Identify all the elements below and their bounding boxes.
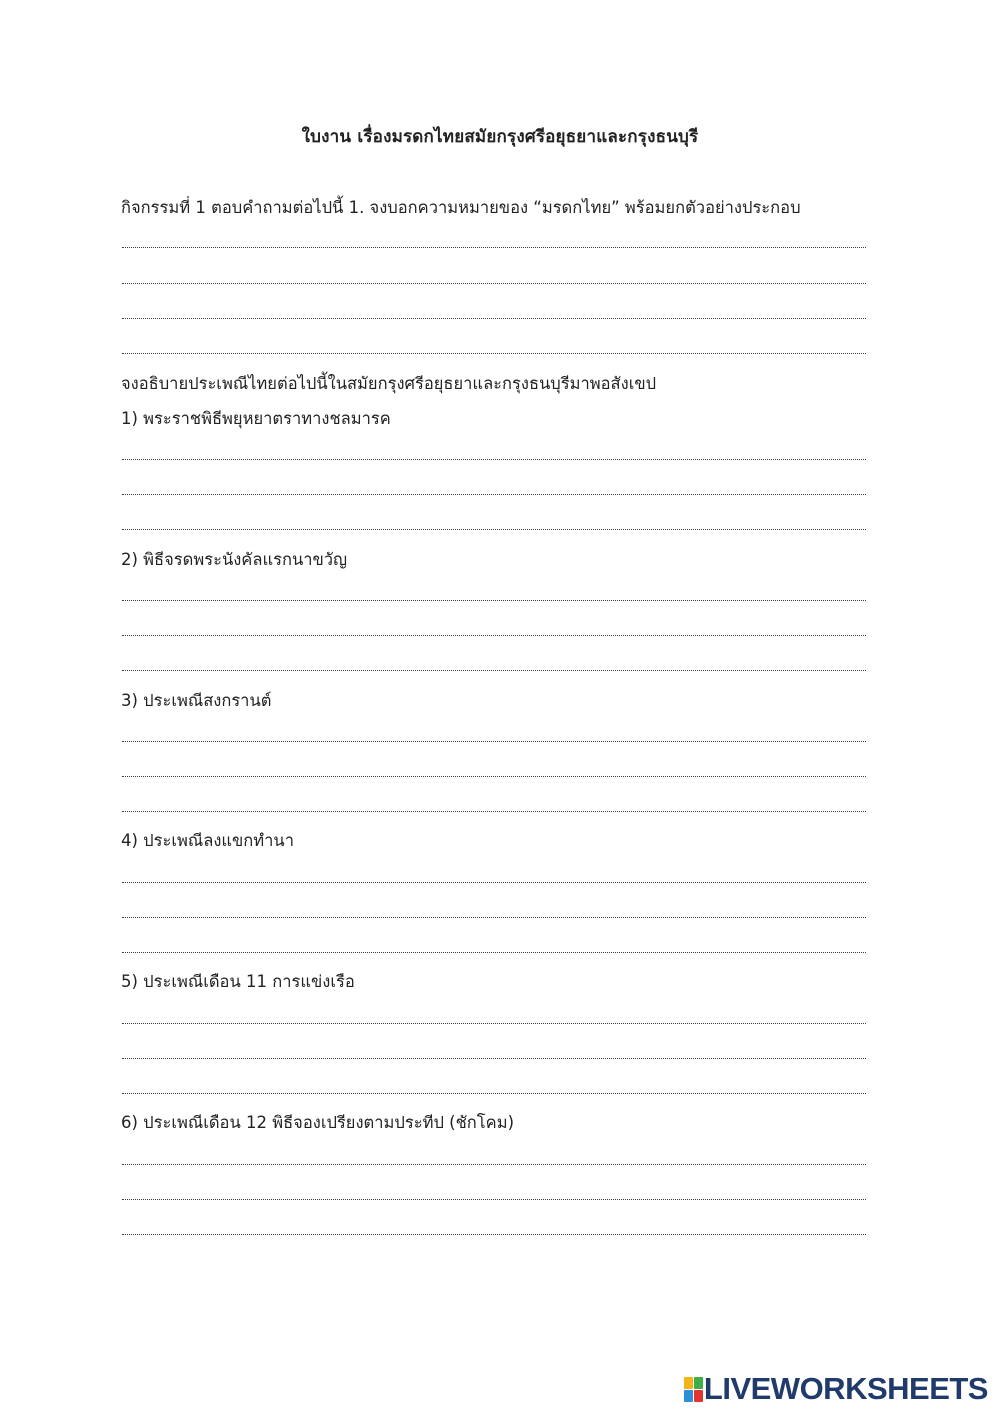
item-2-label: 2) พิธีจรดพระนังคัลแรกนาขวัญ: [121, 550, 348, 569]
logo-tile-e: [694, 1390, 703, 1402]
item-1-label: 1) พระราชพิธีพยุหยาตราทางชลมารค: [121, 409, 391, 428]
answer-line-item1-2[interactable]: [118, 483, 870, 497]
answer-line-item6-3[interactable]: [118, 1223, 870, 1237]
answer-line-item3-1[interactable]: [118, 730, 870, 744]
item-4-label: 4) ประเพณีลงแขกทำนา: [121, 831, 294, 850]
answer-line-item5-3[interactable]: [118, 1082, 870, 1096]
item-3-label: 3) ประเพณีสงกรานต์: [121, 691, 272, 710]
answer-line-item3-2[interactable]: [118, 765, 870, 779]
answer-line-item4-1[interactable]: [118, 871, 870, 885]
answer-line-q1-2[interactable]: [118, 272, 870, 286]
answer-line-q1-4[interactable]: [118, 342, 870, 356]
answer-line-item3-3[interactable]: [118, 800, 870, 814]
activity-question-1: กิจกรรมที่ 1 ตอบคำถามต่อไปนี้ 1. จงบอกความหมายของ “มรดกไทย” พร้อมยกตัวอย่างประกอบ: [121, 198, 801, 217]
instruction-text: จงอธิบายประเพณีไทยต่อไปนี้ในสมัยกรุงศรีอยุธยาและกรุงธนบุรีมาพอสังเขป: [121, 374, 657, 393]
answer-line-item1-3[interactable]: [118, 518, 870, 532]
logo-tile-i: [694, 1377, 703, 1389]
answer-line-item5-1[interactable]: [118, 1012, 870, 1026]
liveworksheets-logo-icon: [684, 1377, 702, 1401]
answer-line-item5-2[interactable]: [118, 1047, 870, 1061]
answer-line-q1-1[interactable]: [118, 236, 870, 250]
answer-line-item2-2[interactable]: [118, 624, 870, 638]
liveworksheets-logo: [684, 1371, 988, 1406]
answer-line-item2-3[interactable]: [118, 659, 870, 673]
logo-tile-v: [684, 1390, 693, 1402]
worksheet-title: ใบงาน เรื่องมรดกไทยสมัยกรุงศรีอยุธยาและกรุงธนบุรี: [301, 127, 699, 147]
item-6-label: 6) ประเพณีเดือน 12 พิธีจองเปรียงตามประทีป (ชักโคม): [121, 1113, 515, 1132]
answer-line-item4-3[interactable]: [118, 941, 870, 955]
answer-line-item4-2[interactable]: [118, 906, 870, 920]
logo-tile-l: [684, 1377, 693, 1389]
answer-line-item2-1[interactable]: [118, 589, 870, 603]
answer-line-item6-1[interactable]: [118, 1153, 870, 1167]
liveworksheets-brand-text: LIVEWORKSHEETS: [703, 1371, 988, 1406]
answer-line-item1-1[interactable]: [118, 448, 870, 462]
item-5-label: 5) ประเพณีเดือน 11 การแข่งเรือ: [121, 972, 355, 991]
answer-line-item6-2[interactable]: [118, 1188, 870, 1202]
answer-line-q1-3[interactable]: [118, 307, 870, 321]
